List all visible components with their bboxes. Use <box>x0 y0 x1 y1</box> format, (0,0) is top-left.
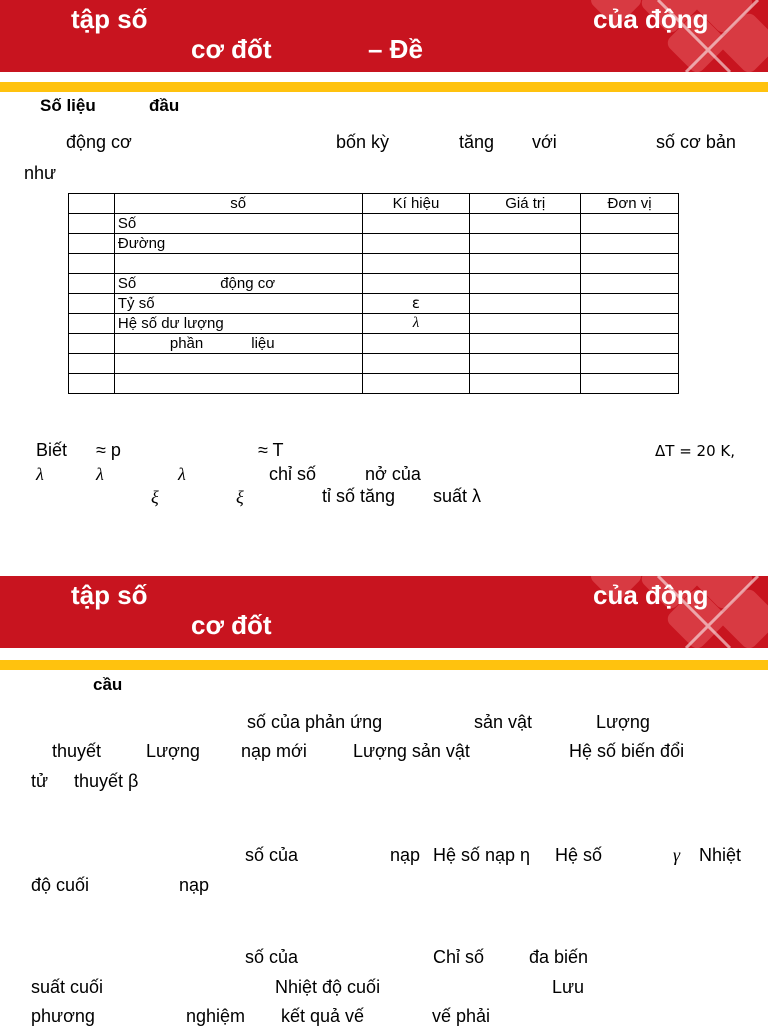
intro-word: với <box>532 132 557 152</box>
param-name <box>114 374 362 394</box>
banner-title-line2-left: cơ đốt <box>191 610 272 640</box>
body-text: kết quả vế <box>281 1006 365 1026</box>
param-name: Hệ số dư lượng <box>114 314 362 334</box>
table-row <box>69 274 679 294</box>
param-symbol <box>362 334 470 354</box>
body-text: Nhiệt độ cuối <box>275 977 381 997</box>
body-text: thuyết <box>52 741 102 761</box>
parameter-table <box>68 193 679 394</box>
body-text: vế phải <box>432 1006 491 1026</box>
param-name: Đường <box>114 234 362 254</box>
note-text: tỉ số tăng <box>322 486 396 506</box>
table-row <box>69 294 679 314</box>
param-symbol <box>362 214 470 234</box>
table-row <box>69 254 679 274</box>
body-text: Lượng sản vật <box>353 741 470 761</box>
table-row <box>69 354 679 374</box>
body-text: nạp <box>390 845 421 865</box>
note-text: chỉ số <box>269 464 317 484</box>
banner-title-line1-right: của động <box>593 4 709 34</box>
body-text: phương <box>31 1006 95 1026</box>
body-text: suất cuối <box>31 977 104 997</box>
param-name: Tỷ số <box>114 294 362 314</box>
table-header-cell: Đơn vị <box>581 194 679 214</box>
body-text: γ <box>673 845 681 865</box>
note-text: λ <box>178 464 186 484</box>
body-text: số của <box>245 845 299 865</box>
param-name-part: liệu <box>251 335 275 352</box>
note-text: Biết <box>36 440 68 460</box>
param-name <box>114 274 362 294</box>
title-banner <box>0 576 768 648</box>
table-header-cell: Giá trị <box>470 194 581 214</box>
intro-word: động cơ <box>66 132 132 152</box>
banner-title-line1-left: tập số <box>71 580 148 610</box>
body-text: số của <box>245 947 299 967</box>
body-text: Lưu <box>552 977 585 997</box>
body-text: Lượng <box>146 741 200 761</box>
intro-word: tăng <box>459 132 495 152</box>
param-symbol <box>362 374 470 394</box>
note-text: λ <box>36 464 44 484</box>
accent-line <box>0 82 768 92</box>
note-text: nở của <box>365 464 421 484</box>
body-text: nạp mới <box>241 741 307 761</box>
param-name <box>114 334 362 354</box>
table-row <box>69 374 679 394</box>
body-text: Nhiệt <box>699 845 742 865</box>
body-text: Hệ số nạp η <box>433 845 531 865</box>
table-header-cell: số <box>114 194 362 214</box>
param-name-part: Số <box>117 275 137 292</box>
intro-word: số cơ bản <box>656 132 736 152</box>
note-text: suất λ <box>433 486 482 506</box>
accent-line <box>0 660 768 670</box>
param-symbol: λ <box>362 314 470 334</box>
param-name-part: phần <box>169 335 204 352</box>
section-heading: Số liệu <box>40 96 96 115</box>
body-text: đa biến <box>529 947 589 967</box>
note-text: ≈ T <box>258 440 284 460</box>
table-row <box>69 214 679 234</box>
section-heading: cầu <box>93 675 123 694</box>
note-text: ξ <box>151 487 159 507</box>
body-text: Chỉ số <box>433 947 485 967</box>
param-name-part: động cơ <box>220 275 276 292</box>
param-symbol <box>362 274 470 294</box>
body-text: Lượng <box>596 712 650 732</box>
body-text: thuyết β <box>74 771 139 791</box>
table-row <box>69 314 679 334</box>
note-text: ΔT = 20 K, <box>655 442 735 460</box>
body-text: độ cuối <box>31 875 90 895</box>
banner-title-line1-left: tập số <box>71 4 148 34</box>
intro-word: như <box>24 163 57 183</box>
body-text: nạp <box>179 875 210 895</box>
body-text: sản vật <box>474 712 533 732</box>
table-header-cell <box>69 194 115 214</box>
note-text: ξ <box>236 487 244 507</box>
section-heading-2: đầu <box>149 96 180 115</box>
body-text: Hệ số <box>555 845 603 865</box>
param-symbol <box>362 234 470 254</box>
table-row <box>69 234 679 254</box>
intro-word: bốn kỳ <box>336 132 390 152</box>
param-symbol <box>362 354 470 374</box>
param-name <box>114 354 362 374</box>
body-text: số của phản ứng <box>247 712 383 732</box>
param-symbol: ε <box>362 294 470 314</box>
note-text: ≈ p <box>96 440 121 460</box>
body-text: Hệ số biến đổi <box>569 741 685 761</box>
banner-title-line1-right: của động <box>593 580 709 610</box>
body-text: nghiệm <box>186 1006 246 1026</box>
param-name <box>114 254 362 274</box>
title-banner <box>0 0 768 72</box>
table-header-cell: Kí hiệu <box>362 194 470 214</box>
table-row <box>69 334 679 354</box>
banner-title-line2-right: – Đề <box>368 34 423 64</box>
banner-title-line2-left: cơ đốt <box>191 34 272 64</box>
param-name: Số <box>114 214 362 234</box>
param-symbol <box>362 254 470 274</box>
slide-2 <box>0 576 768 1024</box>
note-text: λ <box>96 464 104 484</box>
body-text: tử <box>31 771 49 791</box>
table-header-row <box>69 194 679 214</box>
